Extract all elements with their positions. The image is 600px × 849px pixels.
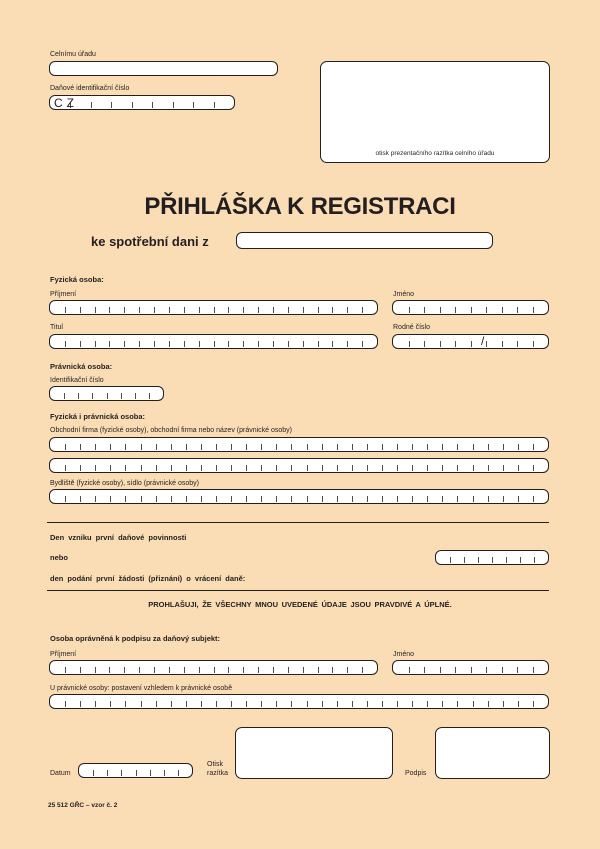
degree-title-ticks [50,341,377,347]
date-field[interactable] [78,763,193,778]
signatory-surname-field[interactable] [49,660,378,675]
surname-label: Příjmení [50,291,77,298]
both-persons-heading: Fyzická i právnická osoba: [50,412,146,421]
name-label: Jméno [393,291,415,298]
declaration-text: PROHLAŠUJI, ŽE VŠECHNY MNOU UVEDENÉ ÚDAJE JSOU PRAVDIVÉ A ÚPLNÉ. [148,600,452,609]
date-ticks [79,770,192,776]
birth-number-field[interactable] [392,334,549,349]
signatory-heading: Osoba oprávněná k podpisu za daňový subjekt: [50,634,221,643]
stamp-label-line1: Otisk [207,761,223,768]
signatory-position-ticks [50,701,548,707]
signatory-position-label: U právnické osoby: postavení vzhledem k právnické osobě [50,685,233,692]
title-label: Titul [50,324,63,331]
company-id-label: Identifikační číslo [50,377,104,384]
office-stamp-label: otisk prezentačního razítka celního úřadu [375,150,495,157]
customs-office-field[interactable] [49,61,278,76]
signatory-position-field[interactable] [49,694,549,709]
tax-id-ticks [50,102,234,108]
residence-ticks [50,496,548,502]
business-name-label: Obchodní firma (fyzické osoby), obchodní firma nebo název (právnické osoby) [50,427,293,434]
company-stamp-box[interactable] [235,727,393,779]
tax-obligation-line3: den podání první žádosti (přiznání) o vrácení daně: [50,574,246,583]
signatory-name-label: Jméno [393,651,415,658]
business-name-ticks-1 [50,444,548,450]
company-id-ticks [50,393,163,399]
birth-number-label: Rodné číslo [393,324,430,331]
degree-title-field[interactable] [49,334,378,349]
signatory-surname-ticks [50,667,377,673]
excise-tax-type-field[interactable] [236,232,493,249]
tax-id-label: Daňové identifikační číslo [50,85,130,92]
surname-ticks [50,307,377,313]
birth-number-ticks [393,341,548,347]
residence-field[interactable] [49,489,549,504]
tax-obligation-line1: Den vzniku první daňové povinnosti [50,533,187,542]
tax-obligation-line2: nebo [50,553,68,562]
form-code: 25 512 GŘC – vzor č. 2 [48,802,118,809]
residence-label: Bydliště (fyzické osoby), sídlo (právnické osoby) [50,480,199,487]
legal-person-heading: Právnická osoba: [50,362,113,371]
tax-obligation-date-field[interactable] [435,550,549,565]
birth-number-separator: / [481,334,485,348]
signatory-surname-label: Příjmení [50,651,77,658]
name-field[interactable] [392,300,549,315]
business-name-field-2[interactable] [49,458,549,473]
divider-2 [47,590,549,591]
business-name-field-1[interactable] [49,437,549,452]
divider-1 [47,522,549,523]
customs-office-label: Celnímu úřadu [50,51,96,58]
natural-person-heading: Fyzická osoba: [50,275,104,284]
company-id-field[interactable] [49,386,164,401]
name-ticks [393,307,548,313]
signatory-name-field[interactable] [392,660,549,675]
signatory-name-ticks [393,667,548,673]
tax-obligation-date-ticks [436,557,548,563]
signature-box[interactable] [435,727,550,779]
tax-id-field[interactable] [49,95,235,110]
tax-id-prefix: CZ [54,96,78,110]
surname-field[interactable] [49,300,378,315]
business-name-ticks-2 [50,465,548,471]
subtitle: ke spotřební dani z [91,234,209,249]
office-stamp-box[interactable] [320,61,550,163]
signature-label: Podpis [405,770,427,777]
page-title: PŘIHLÁŠKA K REGISTRACI [144,193,456,220]
date-label: Datum [50,770,71,777]
stamp-label-line2: razítka [207,770,229,777]
